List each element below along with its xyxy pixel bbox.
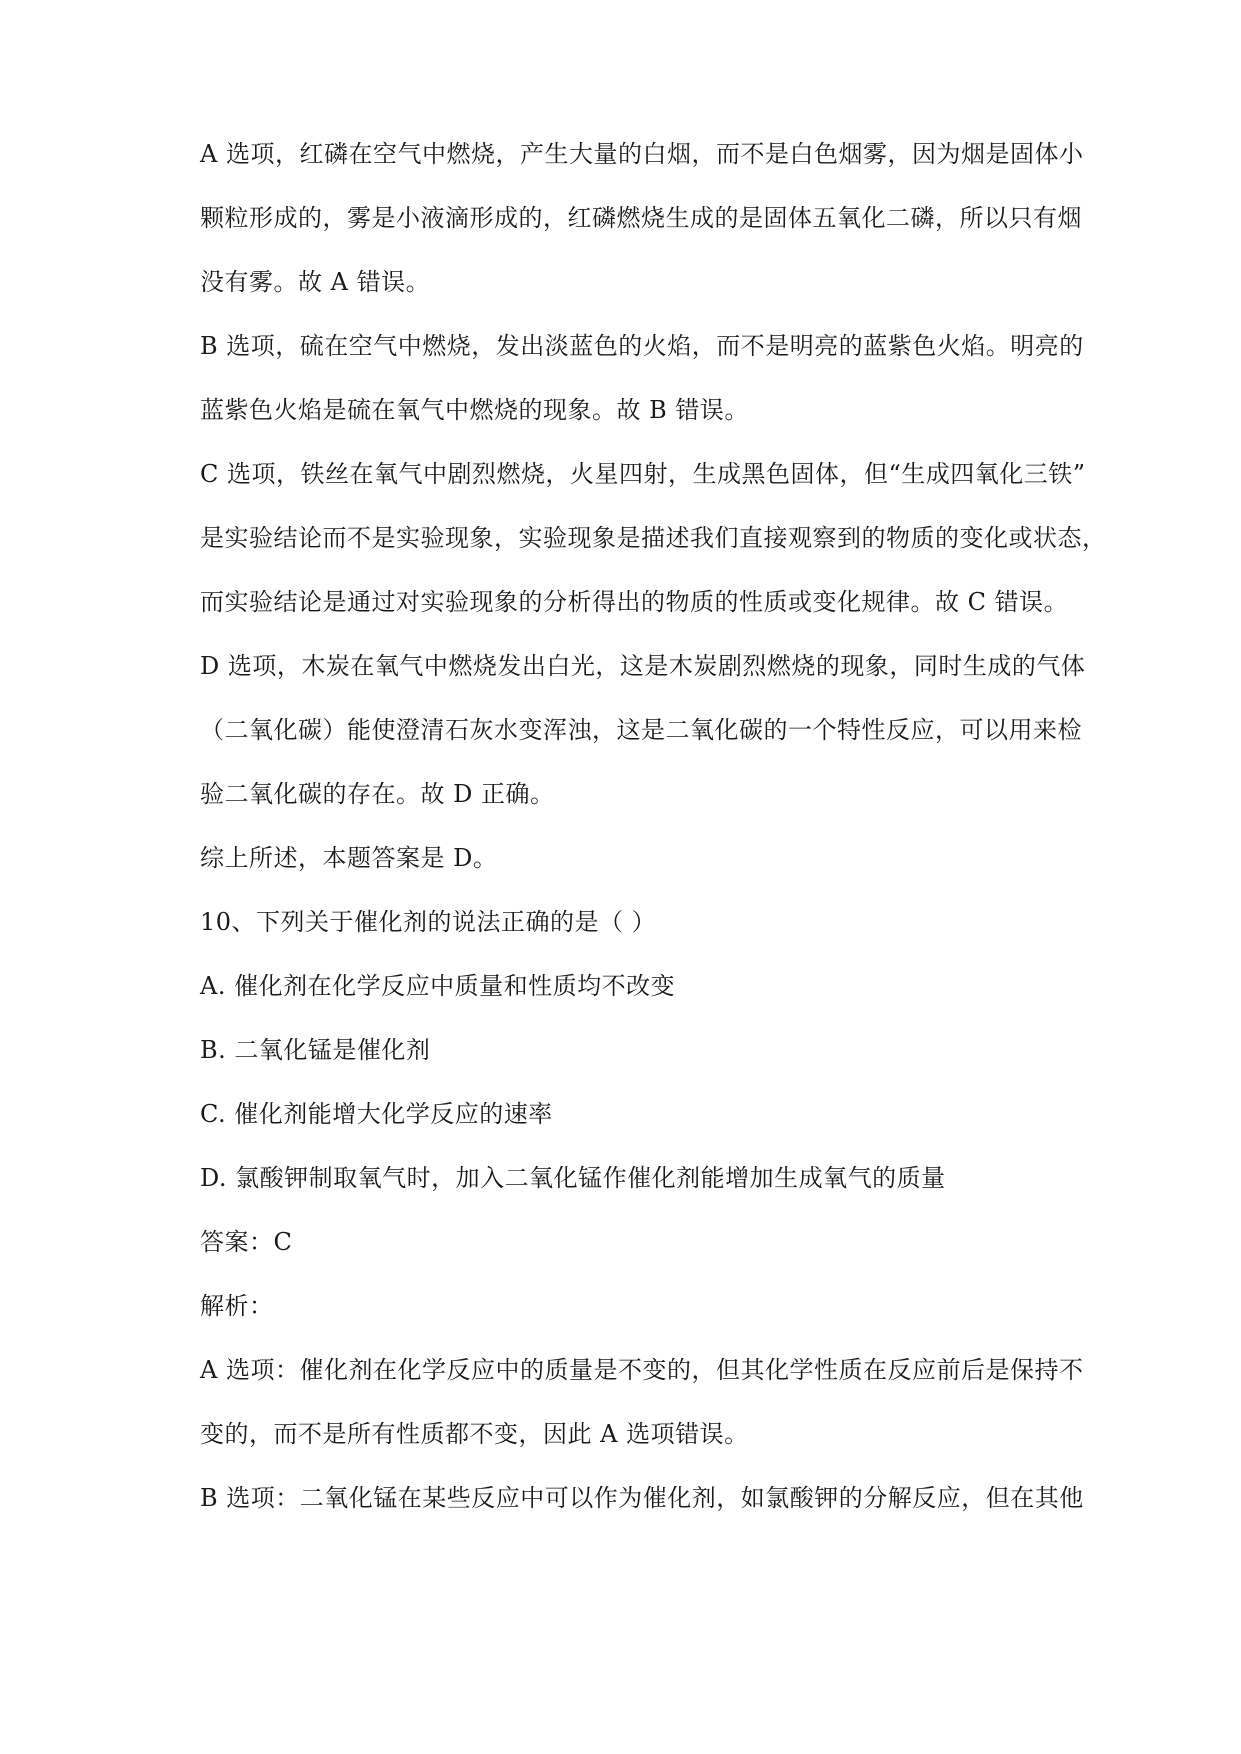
text-line: 颗粒形成的，雾是小液滴形成的，红磷燃烧生成的是固体五氧化二磷，所以只有烟 <box>200 204 1082 232</box>
option-c: C. 催化剂能增大化学反应的速率 <box>200 1100 553 1128</box>
option-b: B. 二氧化锰是催化剂 <box>200 1036 431 1064</box>
text-line: 验二氧化碳的存在。故 D 正确。 <box>200 780 555 808</box>
text-line: 而实验结论是通过对实验现象的分析得出的物质的性质或变化规律。故 C 错误。 <box>200 588 1069 616</box>
text-line: C 选项，铁丝在氧气中剧烈燃烧，火星四射，生成黑色固体，但“生成四氧化三铁” <box>200 460 1086 488</box>
text-line: A 选项：催化剂在化学反应中的质量是不变的，但其化学性质在反应前后是保持不 <box>200 1356 1084 1384</box>
question-title: 10、下列关于催化剂的说法正确的是（ ） <box>200 908 657 936</box>
text-line: D 选项，木炭在氧气中燃烧发出白光，这是木炭剧烈燃烧的现象，同时生成的气体 <box>200 652 1086 680</box>
answer-line: 答案：C <box>200 1228 293 1256</box>
option-d: D. 氯酸钾制取氧气时，加入二氧化锰作催化剂能增加生成氧气的质量 <box>200 1164 946 1192</box>
text-line: 蓝紫色火焰是硫在氧气中燃烧的现象。故 B 错误。 <box>200 396 749 424</box>
text-line: 变的，而不是所有性质都不变，因此 A 选项错误。 <box>200 1420 749 1448</box>
text-line: A 选项，红磷在空气中燃烧，产生大量的白烟，而不是白色烟雾，因为烟是固体小 <box>200 140 1084 168</box>
text-line: B 选项：二氧化锰在某些反应中可以作为催化剂，如氯酸钾的分解反应，但在其他 <box>200 1484 1084 1512</box>
text-line: 综上所述，本题答案是 D。 <box>200 844 498 872</box>
text-line: 没有雾。故 A 错误。 <box>200 268 431 296</box>
text-line: B 选项，硫在空气中燃烧，发出淡蓝色的火焰，而不是明亮的蓝紫色火焰。明亮的 <box>200 332 1084 360</box>
analysis-label: 解析： <box>200 1292 274 1320</box>
text-line: 是实验结论而不是实验现象，实验现象是描述我们直接观察到的物质的变化或状态， <box>200 524 1107 552</box>
text-line: （二氧化碳）能使澄清石灰水变浑浊，这是二氧化碳的一个特性反应，可以用来检 <box>200 716 1082 744</box>
option-a: A. 催化剂在化学反应中质量和性质均不改变 <box>200 972 676 1000</box>
